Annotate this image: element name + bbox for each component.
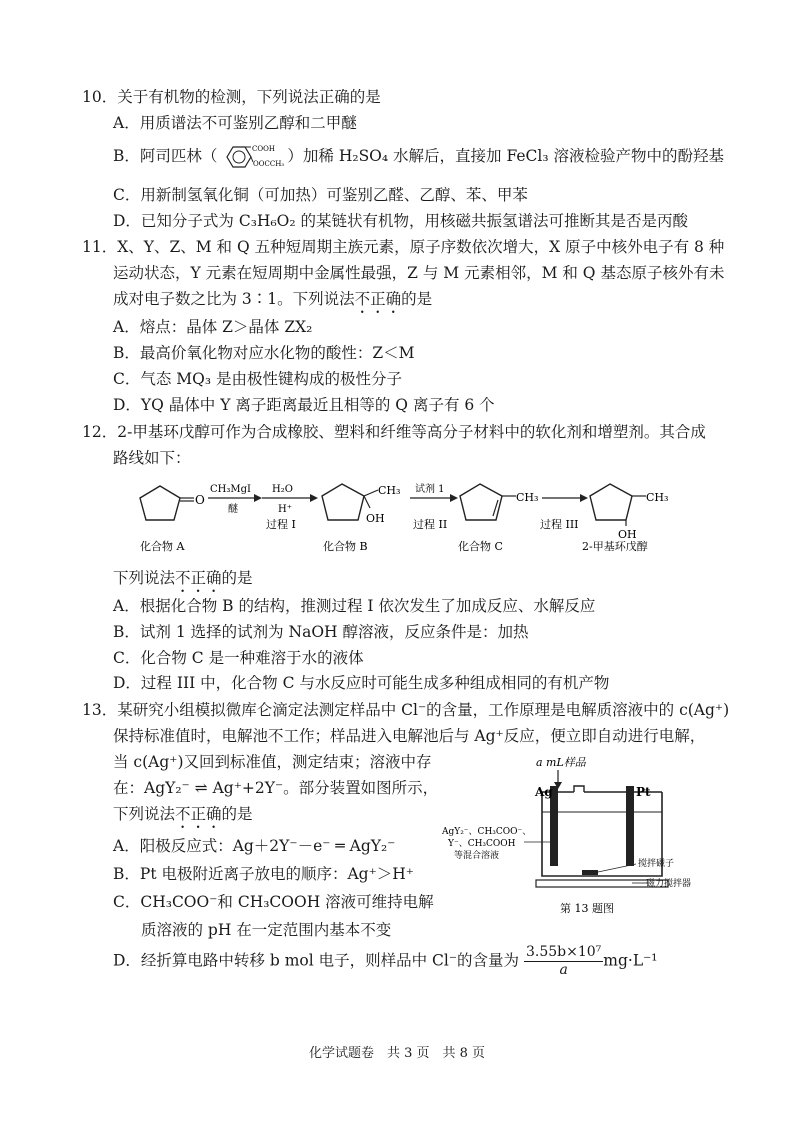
compound-b-label: 化合物 B — [323, 540, 368, 553]
q13-line1: 13．某研究小组模拟微库仑滴定法测定样品中 Cl⁻的含量，工作原理是电解质溶液中的 c(Ag⁺) — [82, 701, 730, 719]
q13-line4: 在：AgY₂⁻ ⇌ Ag⁺+2Y⁻。部分装置如图所示， — [113, 779, 439, 797]
page-footer: 化学试题卷 共 3 页 共 8 页 — [308, 1046, 486, 1061]
q10-option-d: D．已知分子式为 C₃H₆O₂ 的某链状有机物，用核磁共振氢谱法可推断其是否是丙酸 — [113, 212, 689, 230]
compound-a-label: 化合物 A — [140, 540, 185, 553]
q12-emphasis: 不正确 — [175, 569, 222, 587]
q13-option-c1: C．CH₃COO⁻和 CH₃COOH 溶液可维持电解 — [113, 893, 434, 911]
fraction-denominator: a — [559, 962, 568, 978]
q12-line3-pre: 下列说法 — [113, 569, 176, 587]
q13-option-a: A．阳极反应式：Ag＋2Y⁻－e⁻ ═ AgY₂⁻ — [113, 837, 396, 855]
q12-option-a: A．根据化合物 B 的结构，推测过程 I 依次发生了加成反应、水解反应 — [113, 597, 596, 615]
q10-stem: 10．关于有机物的检测，下列说法正确的是 — [82, 88, 381, 106]
aspirin-ooccH3: OOCCH₃ — [253, 160, 285, 168]
q12-line3-post: 的是 — [221, 569, 253, 587]
q12-line3 — [113, 565, 253, 596]
process2-label: 过程 II — [413, 518, 448, 531]
compound-a-structure — [140, 486, 205, 520]
solution-label-3: 等混合溶液 — [454, 851, 500, 861]
stir-bar — [582, 870, 598, 875]
q10-option-a: A．用质谱法不可鉴别乙醇和二甲醚 — [113, 114, 357, 132]
electrolysis-apparatus-figure — [440, 752, 692, 922]
product-label: 2-甲基环戊醇 — [582, 540, 648, 553]
process3-label: 过程 III — [540, 518, 579, 531]
q13-line3: 当 c(Ag⁺)又回到标准值，测定结束；溶液中存 — [113, 753, 432, 771]
compound-c-label: 化合物 C — [458, 540, 503, 553]
fraction-numerator: 3.55b×10⁷ — [525, 944, 602, 960]
stirrer-label: 磁力搅拌器 — [646, 879, 692, 889]
compound-b-structure — [322, 484, 400, 525]
q10-option-b — [113, 142, 724, 172]
b-ch3: CH₃ — [378, 484, 401, 497]
reagent1-top: CH₃MgI — [210, 484, 251, 495]
q13-option-b: B．Pt 电极附近离子放电的顺序：Ag⁺＞H⁺ — [113, 865, 414, 883]
q11-option-d: D．YQ 晶体中 Y 离子距离最近且相等的 Q 离子有 6 个 — [113, 396, 495, 414]
cl-content-fraction — [524, 944, 603, 979]
pt-label: Pt — [636, 785, 651, 799]
stirbar-label: 搅拌磁子 — [638, 859, 675, 869]
q11-line3-pre: 成对电子数之比为 3∶1。下列说法 — [113, 290, 355, 308]
reagent2-mid: H⁺ — [278, 504, 292, 515]
c-ch3: CH₃ — [516, 491, 539, 504]
product-ch3: CH₃ — [646, 491, 669, 504]
q13-line5-post: 的是 — [221, 805, 253, 823]
q11-line2: 运动状态，Y 元素在短周期中金属性最强，Z 与 M 元素相邻，M 和 Q 基态原子核外有未 — [113, 264, 725, 282]
compound-c-structure — [460, 484, 538, 520]
q10-option-b-post: ）加稀 H₂SO₄ 水解后，直接加 FeCl₃ 溶液检验产物中的酚羟基 — [287, 147, 724, 165]
q12-line1: 12．2-甲基环戊醇可作为合成橡胶、塑料和纤维等高分子材料中的软化剂和增塑剂。其合成 — [82, 423, 706, 441]
reagent2-top: H₂O — [272, 484, 293, 495]
q13-emphasis: 不正确 — [175, 805, 222, 823]
reagent3-top: 试剂 1 — [415, 484, 445, 495]
aspirin-structure — [217, 142, 287, 172]
q11-option-c: C．气态 MQ₃ 是由极性键构成的极性分子 — [113, 370, 403, 388]
q11-line3-post: 的是 — [401, 290, 433, 308]
figure-caption: 第 13 题图 — [560, 902, 614, 915]
product-oh: OH — [618, 528, 637, 541]
b-oh: OH — [366, 512, 385, 525]
pt-electrode — [626, 786, 634, 866]
q11-emphasis: 不正确 — [354, 290, 402, 308]
q12-option-b: B．试剂 1 选择的试剂为 NaOH 醇溶液，反应条件是：加热 — [113, 623, 529, 641]
process1-label: 过程 I — [266, 518, 296, 531]
q10-option-b-pre: B．阿司匹林（ — [113, 147, 218, 165]
solution-label-1: AgY₂⁻、CH₃COO⁻、 — [442, 827, 532, 837]
q11-line3 — [113, 286, 432, 317]
aspirin-cooh: COOH — [252, 145, 276, 153]
q13-option-d-pre: D．经折算电路中转移 b mol 电子，则样品中 Cl⁻的含量为 — [113, 951, 520, 970]
synthesis-scheme — [130, 474, 690, 564]
q11-option-a: A．熔点：晶体 Z＞晶体 ZX₂ — [113, 318, 313, 336]
solution-label-2: Y⁻、CH₃COOH — [448, 839, 516, 849]
q11-line1: 11．X、Y、Z、M 和 Q 五种短周期主族元素，原子序数依次增大，X 原子中核外电子有 8 种 — [82, 238, 725, 256]
q12-line2: 路线如下： — [113, 449, 191, 467]
sample-label: a mL样品 — [536, 756, 586, 769]
q13-line5-pre: 下列说法 — [113, 805, 176, 823]
q11-option-b: B．最高价氧化物对应水化物的酸性：Z＜M — [113, 344, 415, 362]
q13-option-d — [113, 944, 658, 979]
product-structure — [590, 484, 668, 541]
q13-line2: 保持标准值时，电解池不工作；样品进入电解池后与 Ag⁺反应，便立即自动进行电解， — [113, 727, 706, 745]
q12-option-d: D．过程 III 中，化合物 C 与水反应时可能生成多种组成相同的有机产物 — [113, 674, 610, 692]
q10-option-c: C．用新制氢氧化铜（可加热）可鉴别乙醛、乙醇、苯、甲苯 — [113, 186, 528, 204]
reagent1-bottom: 醚 — [228, 504, 238, 515]
q13-option-c2: 质溶液的 pH 在一定范围内基本不变 — [141, 921, 392, 939]
ketone-o-label: O — [195, 493, 205, 507]
q12-option-c: C．化合物 C 是一种难溶于水的液体 — [113, 649, 364, 667]
ag-label: Ag — [535, 785, 553, 799]
q13-option-d-unit: mg·L⁻¹ — [603, 951, 658, 970]
q13-line5 — [113, 801, 253, 832]
